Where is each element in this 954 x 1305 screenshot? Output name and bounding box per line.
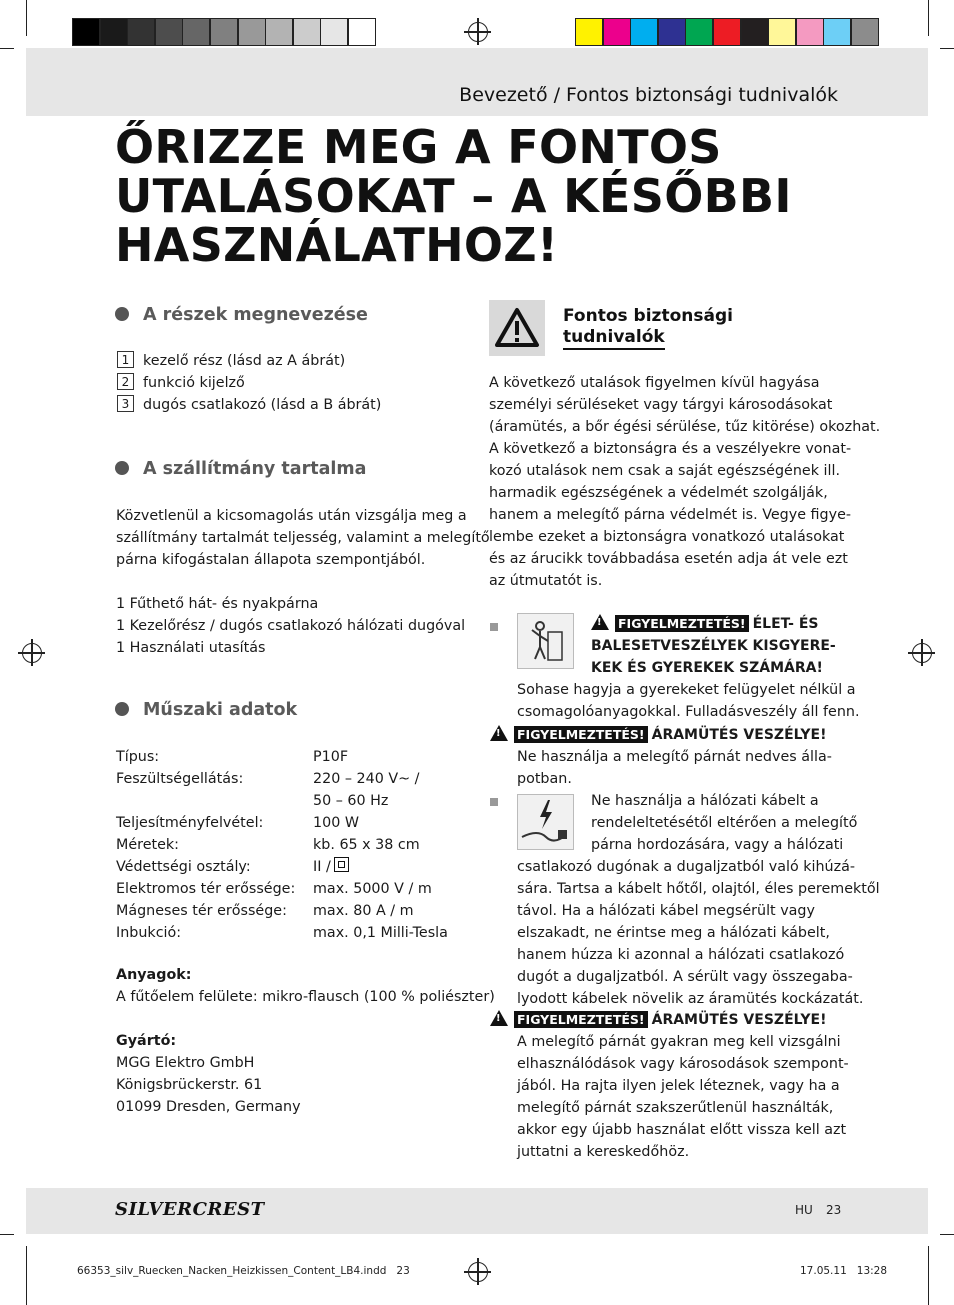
gray-swatch xyxy=(348,18,376,46)
warning-triangle-icon xyxy=(591,614,609,630)
square-bullet-icon xyxy=(490,623,498,631)
color-swatch xyxy=(713,18,741,46)
crop-mark xyxy=(940,1234,954,1235)
warning-badge: FIGYELMEZTETÉS! xyxy=(615,615,749,632)
warning-triangle-icon xyxy=(490,725,508,741)
warning-2-text: Ne használja a melegítő párnát nedves álla- potban. xyxy=(517,749,832,787)
protection-class-ii-icon xyxy=(334,857,349,872)
crop-mark xyxy=(0,48,14,49)
color-swatch xyxy=(851,18,879,46)
bullet-icon xyxy=(115,702,129,716)
gray-swatch xyxy=(320,18,348,46)
manufacturer-block: Gyártó: MGG Elektro GmbH Königsbrückerstr. 61 01099 Dresden, Germany xyxy=(116,1033,301,1115)
gray-swatch xyxy=(182,18,210,46)
crop-mark xyxy=(928,1246,929,1305)
color-swatch xyxy=(575,18,603,46)
crop-mark xyxy=(928,0,929,36)
color-swatch xyxy=(658,18,686,46)
gray-swatch xyxy=(238,18,266,46)
delivery-intro: Közvetlenül a kicsomagolás után vizsgálja meg a szállítmány tartalmát teljesség, valamint a melegítő párna kifogástalan állapota szempontjából. xyxy=(116,508,490,568)
page-title xyxy=(115,120,875,272)
warning-4-text: A melegítő párnát gyakran meg kell vizsgálni elhasználódások vagy károsodások szempont- jából. Ha rajta ilyen jelek léteznek, vagy ha a melegítő párnát szakszerűtlenül használták, akkor egy újabb használat előtt vissza kell azt juttatni a kereskedőhöz. xyxy=(517,1034,849,1160)
specs-heading: Műszaki adatok xyxy=(115,700,297,720)
crop-mark xyxy=(26,1246,27,1305)
child-warning-pictogram-icon xyxy=(517,613,574,669)
list-item: 3 dugós csatlakozó (lásd a B ábrát) xyxy=(117,394,381,416)
parts-list xyxy=(117,350,381,416)
electric-cable-pictogram-icon xyxy=(517,794,574,850)
safety-intro: A következő utalások figyelmen kívül hagyása személyi sérüléseket vagy tárgyi károsodásokat (áramütés, a bőr égési sérülése, tűz kitörése) okozhat. A következő a biztonságra és a veszélyekre vonat- kozó utalások nem csak a saját egészségének ill. harmadik egészségének a védelmét szolgálják, hanem a melegítő párna védelmét is. Vegye figye- lembe ezeket a biztonságra vonatkozó utalásokat és az árucikk továbbadása esetén adja át vele ezt az útmutatót is. xyxy=(489,375,881,589)
warning-triangle-icon xyxy=(489,300,545,356)
gray-swatch xyxy=(127,18,155,46)
color-swatch xyxy=(823,18,851,46)
bullet-icon xyxy=(115,461,129,475)
brand-logo: SILVERCREST xyxy=(115,1199,265,1220)
color-swatch xyxy=(603,18,631,46)
warning-1-title: !FIGYELMEZTETÉS! ÉLET- ÉS BALESETVESZÉLYEK KISGYERE- KEK ÉS GYEREKEK SZÁMÁRA! xyxy=(591,613,836,679)
crop-mark xyxy=(0,1234,14,1235)
warning-1-text: Sohase hagyja a gyerekeket felügyelet nélkül a csomagolóanyagokkal. Fulladásveszély áll fenn. xyxy=(517,682,860,720)
registration-mark-icon xyxy=(468,1262,488,1282)
section-header-title: Bevezető / Fontos biztonsági tudnivalók xyxy=(459,84,838,106)
gray-swatch xyxy=(265,18,293,46)
page-title-line: ŐRIZZE MEG A FONTOS xyxy=(115,120,722,174)
gray-swatch xyxy=(100,18,128,46)
page-title-line: UTALÁSOKAT – A KÉSŐBBI xyxy=(115,169,792,223)
color-swatch xyxy=(741,18,769,46)
warning-4-title: !FIGYELMEZTETÉS! ÁRAMÜTÉS VESZÉLYE! xyxy=(490,1009,826,1031)
list-item: 1 Használati utasítás xyxy=(116,640,266,656)
safety-heading: Fontos biztonsági tudnivalók xyxy=(563,306,733,350)
page-title-line: HASZNÁLATHOZ! xyxy=(115,218,559,272)
crop-mark xyxy=(940,48,954,49)
delivery-heading: A szállítmány tartalma xyxy=(115,459,366,479)
print-date: 17.05.11 13:28 xyxy=(800,1265,888,1277)
registration-mark-icon xyxy=(912,643,932,663)
gray-swatch xyxy=(72,18,100,46)
warning-3-text-top: Ne használja a hálózati kábelt a rendeleltetésétől eltérően a melegítő párna hordozására, vagy a hálózati xyxy=(591,793,858,853)
warning-triangle-icon xyxy=(490,1010,508,1026)
color-swatch xyxy=(685,18,713,46)
registration-mark-icon xyxy=(22,643,42,663)
specs-labels: Típus: Feszültségellátás: Teljesítményfelvétel: Méretek: Védettségi osztály: Elektromos tér erőssége: Mágneses tér erőssége: Inbukció: xyxy=(116,749,296,941)
warning-2-title: !FIGYELMEZTETÉS! ÁRAMÜTÉS VESZÉLYE! xyxy=(490,724,826,746)
gray-swatch xyxy=(293,18,321,46)
bullet-icon xyxy=(115,307,129,321)
warning-badge: FIGYELMEZTETÉS! xyxy=(514,726,648,743)
gray-swatch xyxy=(210,18,238,46)
specs-values: P10F 220 – 240 V~ / 50 – 60 Hz 100 W kb. 65 x 38 cm II / max. 5000 V / m max. 80 A / m max. 0,1 Milli-Tesla xyxy=(313,749,448,941)
warning-badge: FIGYELMEZTETÉS! xyxy=(514,1011,648,1028)
registration-mark-icon xyxy=(468,22,488,42)
materials-block: Anyagok: A fűtőelem felülete: mikro-flausch (100 % poliészter) xyxy=(116,967,495,1005)
gray-swatch xyxy=(155,18,183,46)
page-number: 23 xyxy=(826,1203,842,1217)
parts-heading: A részek megnevezése xyxy=(115,305,368,325)
list-item: 1 Kezelőrész / dugós csatlakozó hálózati dugóval xyxy=(116,618,466,634)
delivery-items xyxy=(116,593,465,659)
warning-3-text: csatlakozó dugónak a dugaljzatból való kihúzá- sára. Tartsa a kábelt hőtől, olajtól, éles peremektől távol. Ha a hálózati kábel megsérült vagy elszakadt, ne érintse meg a hálózati kábelt, hanem húzza ki azonnal a hálózati csatlakozó dugót a dugaljzatból. A sérült vagy összegaba- lyodott kábelek növelik az áramütés kockázatát. xyxy=(517,859,880,1007)
file-info: 66353_silv_Ruecken_Nacken_Heizkissen_Content_LB4.indd 23 xyxy=(77,1265,410,1277)
crop-mark xyxy=(26,0,27,36)
color-swatch xyxy=(796,18,824,46)
language-code: HU xyxy=(795,1203,813,1217)
square-bullet-icon xyxy=(490,798,498,806)
color-swatch xyxy=(630,18,658,46)
list-item: 1 Fűthető hát- és nyakpárna xyxy=(116,596,319,612)
list-item: 1 kezelő rész (lásd az A ábrát) xyxy=(117,350,381,372)
list-item: 2 funkció kijelző xyxy=(117,372,381,394)
color-swatch xyxy=(768,18,796,46)
